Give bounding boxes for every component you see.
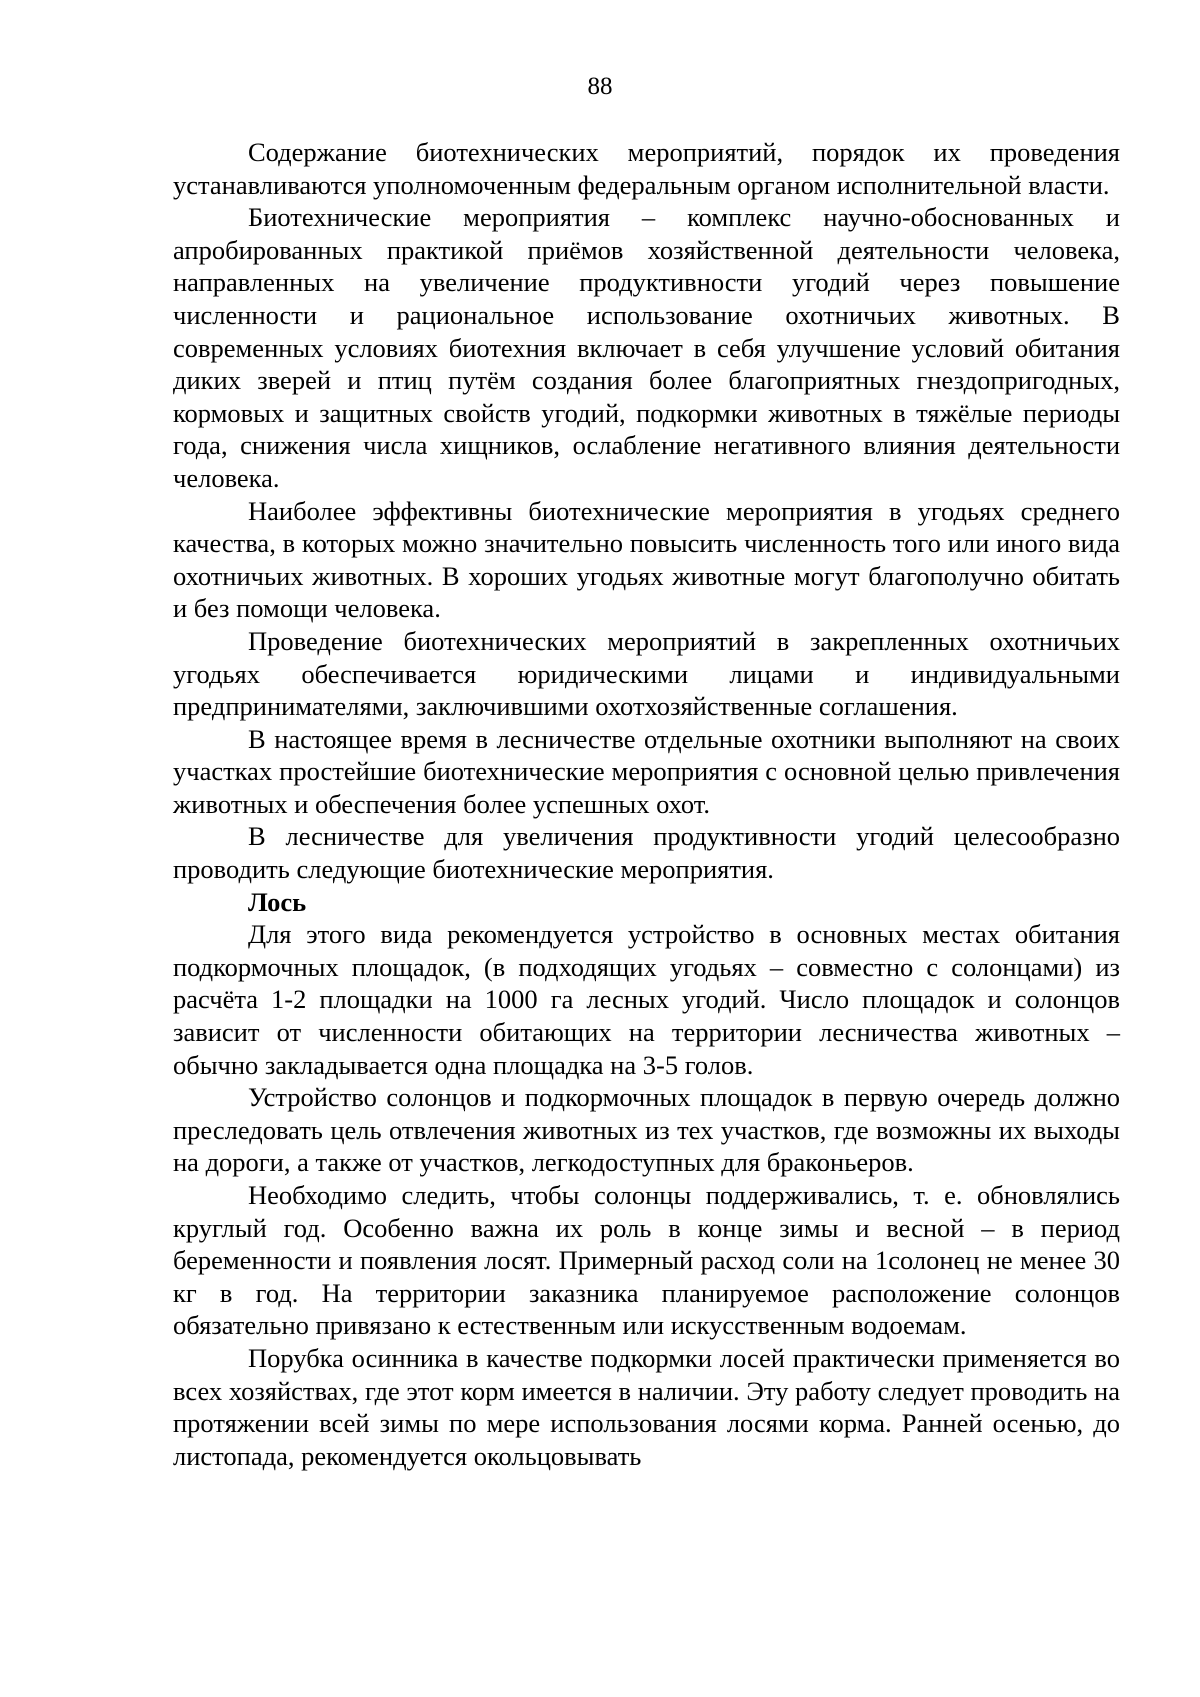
page-body: [173, 136, 1120, 1472]
paragraph: Устройство солонцов и подкормочных площадок в первую очередь должно преследовать цель отвлечения животных из тех участков, где возможны их выходы на дороги, а также от участков, легкодоступных для браконьеров.: [173, 1082, 1120, 1178]
paragraph: Биотехнические мероприятия – комплекс научно-обоснованных и апробированных практикой приёмов хозяйственной деятельности человека, направленных на увеличение продуктивности угодий через повышение численности и рациональное использование охотничьих животных. В современных условиях биотехния включает в себя улучшение условий обитания диких зверей и птиц путём создания более благоприятных гнездопригодных, кормовых и защитных свойств угодий, подкормки животных в тяжёлые периоды года, снижения числа хищников, ослабление негативного влияния деятельности человека.: [173, 202, 1120, 493]
section-heading: Лось: [248, 886, 307, 917]
paragraph: Проведение биотехнических мероприятий в закрепленных охотничьих угодьях обеспечивается юридическими лицами и индивидуальными предпринимателями, заключившими охотхозяйственные соглашения.: [173, 625, 1120, 722]
page-number: 88: [587, 73, 613, 100]
paragraph: Для этого вида рекомендуется устройство в основных местах обитания подкормочных площадок, (в подходящих угодьях – совместно с солонцами) из расчёта 1-2 площадки на 1000 га лесных угодий. Число площадок и солонцов зависит от численности обитающих на территории лесничества животных – обычно закладывается одна площадка на 3-5 голов.: [173, 919, 1120, 1080]
paragraph: Необходимо следить, чтобы солонцы поддерживались, т. е. обновлялись круглый год. Особенно важна их роль в конце зимы и весной – в период беременности и появления лосят. Примерный расход соли на 1солонец не менее 30 кг в год. На территории заказника планируемое расположение солонцов обязательно привязано к естественным или искусственным водоемам.: [173, 1180, 1120, 1341]
paragraph: Наиболее эффективны биотехнические мероприятия в угодьях среднего качества, в которых можно значительно повысить численность того или иного вида охотничьих животных. В хороших угодьях животные могут благополучно обитать и без помощи человека.: [173, 495, 1120, 624]
paragraph: Порубка осинника в качестве подкормки лосей практически применяется во всех хозяйствах, где этот корм имеется в наличии. Эту работу следует проводить на протяжении всей зимы по мере использования лосями корма. Ранней осенью, до листопада, рекомендуется окольцовывать: [173, 1342, 1120, 1471]
paragraph: В настоящее время в лесничестве отдельные охотники выполняют на своих участках простейшие биотехнические мероприятия с основной целью привлечения животных и обеспечения более успешных охот.: [173, 723, 1120, 819]
paragraph: Содержание биотехнических мероприятий, порядок их проведения устанавливаются уполномоченным федеральным органом исполнительной власти.: [173, 137, 1120, 200]
paragraph: В лесничестве для увеличения продуктивности угодий целесообразно проводить следующие биотехнические мероприятия.: [173, 821, 1120, 885]
